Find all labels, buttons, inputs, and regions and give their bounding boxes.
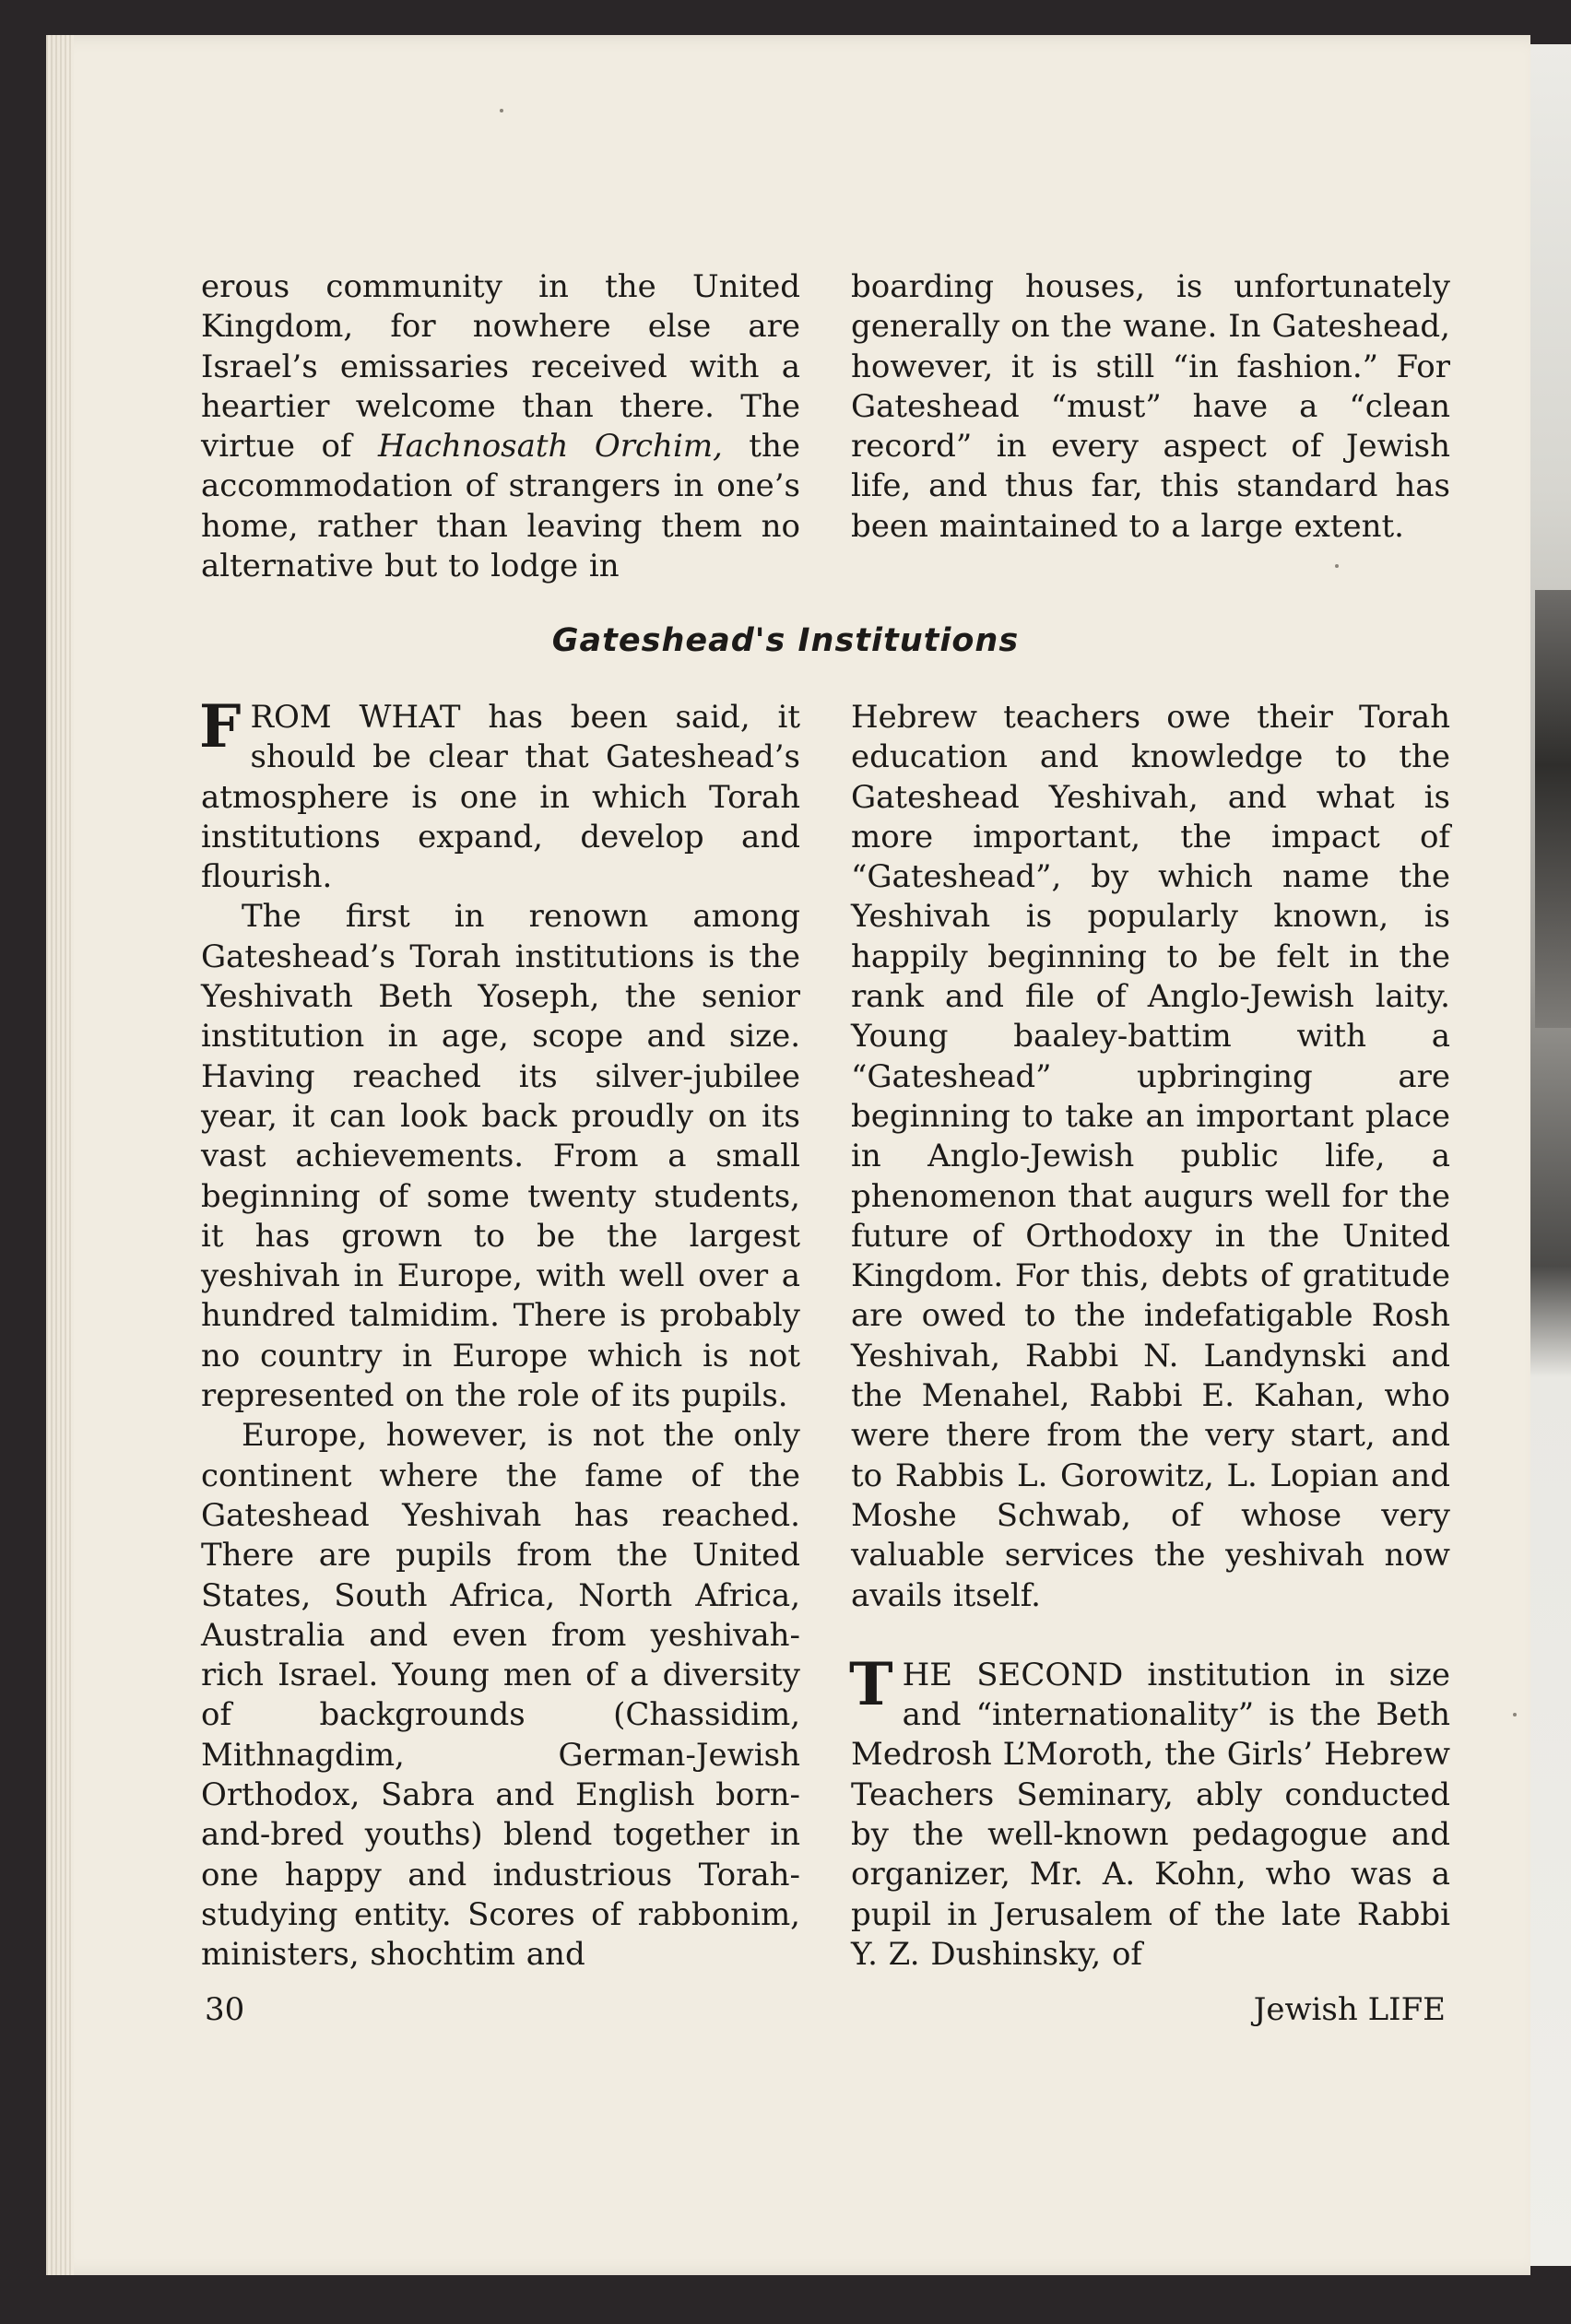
right-column bbox=[851, 698, 1450, 1975]
left-paragraph-3: Europe, however, is not the only continent where the fame of the Gateshead Yeshivah has reached. There are pupils from the United States, South Africa, North Africa, Australia and even from yeshivah-rich Israel. Young men of a diversity of backgrounds (Chassidim, Mithnagdim, German-Jewish Orthodox, Sabra and English born-and-bred youths) blend together in one happy and industrious Torah-studying entity. Scores of rabbonim, ministers, shochtim and bbox=[201, 1417, 800, 1974]
right-paragraph-1: Hebrew teachers owe their Torah education and knowledge to the Gateshead Yeshivah, and what is more important, the impact of “Gateshead”, by which name the Yeshivah is popularly known, is happily beginning to be felt in the rank and file of Anglo-Jewish laity. Young baaley-battim with a “Gateshead” upbringing are beginning to take an important place in Anglo-Jewish public life, a phenomenon that augurs well for the future of Orthodoxy in the United Kingdom. For this, debts of gratitude are owed to the indefatigable Rosh Yeshivah, Rabbi N. Landynski and the Menahel, Rabbi E. Kahan, who were there from the very start, and to Rabbis L. Gorowitz, L. Lopian and Moshe Schwab, of whose very valuable services the yeshivah now avails itself. bbox=[851, 699, 1450, 1614]
top-left-paragraph bbox=[201, 267, 800, 586]
speck bbox=[1335, 564, 1339, 568]
left-paragraph-2: The first in renown among Gateshead’s Torah institutions is the Yeshivath Beth Yoseph, the senior institution in age, scope and size. Having reached its silver-jubilee year, it can look back proudly on its vast achievements. From a small beginning of some twenty students, it has grown to be the largest yeshivah in Europe, with well over a hundred talmidim. There is probably no country in Europe which is not represented on the role of its pupils. bbox=[201, 898, 800, 1415]
hachnosath-orchim-italic: Hachnosath Orchim, bbox=[377, 428, 723, 466]
left-paragraph-1: FROM WHAT has been said, it should be clear that Gateshead’s atmosphere is one in which Torah institutions expand, develop and flourish. bbox=[199, 692, 800, 896]
top-left-text-rest: the accommodation of strangers in one’s home, rather than leaving them no alternative but to lodge in bbox=[201, 428, 800, 585]
binding-edge bbox=[46, 35, 74, 2275]
page-number: 30 bbox=[205, 1991, 245, 2028]
speck bbox=[500, 109, 503, 112]
section-heading: Gateshead's Institutions bbox=[551, 622, 1020, 659]
journal-name: Jewish LIFE bbox=[1253, 1991, 1446, 2028]
speck bbox=[1513, 1713, 1517, 1716]
top-right-column bbox=[851, 267, 1450, 547]
right-paragraph-2: THE SECOND institution in size and “internationality” is the Beth Medrosh L’Moroth, the Girls’ Hebrew Teachers Seminary, ably conducted by the well-known pedagogue and organizer, Mr. A. Kohn, who was a pupil in Jerusalem of the late Rabbi Y. Z. Dushinsky, of bbox=[849, 1649, 1450, 1973]
facing-page-edge bbox=[1530, 44, 1571, 2266]
top-right-paragraph: boarding houses, is unfortunately generally on the wane. In Gateshead, however, it is still “in fashion.” For Gateshead “must” have a “clean record” in every aspect of Jewish life, and thus far, this standard has been maintained to a large extent. bbox=[851, 268, 1450, 545]
left-column bbox=[199, 692, 800, 1976]
top-left-column bbox=[201, 267, 800, 586]
top-left-text: erous community in the United Kingdom, for nowhere else are Israel’s emissaries received with a heartier welcome than there. The virtue of bbox=[201, 268, 800, 466]
